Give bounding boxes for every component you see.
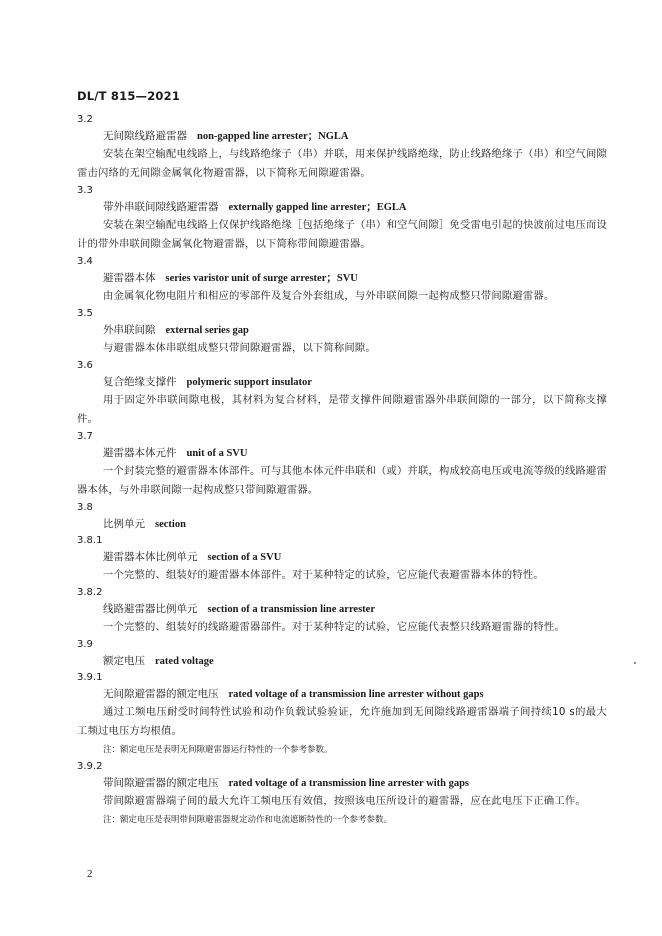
section-number: 3.8.1 (77, 535, 103, 546)
section-number: 3.3 (77, 185, 93, 196)
term-definition: 带间隙避雷器端子间的最大允许工频电压有效值，按照该电压所设计的避雷器，应在此电压下正确工作。 (103, 795, 586, 807)
term-en: section of a transmission line arrester (207, 604, 375, 615)
term-en: rated voltage (155, 656, 214, 667)
term-en: section (155, 519, 186, 530)
term-heading (77, 128, 607, 145)
term-heading (77, 322, 607, 339)
term-en: externally gapped line arrester；EGLA (228, 202, 407, 213)
term-zh: 无间隙避雷器的额定电压 (103, 688, 219, 700)
term-note: 注：额定电压是表明带间隙避雷器规定动作和电流遮断特性的一个参考参数。 (103, 815, 393, 825)
page-number: 2 (87, 868, 93, 880)
term-note: 注：额定电压是表明无间隙避雷器运行特性的一个参考参数。 (103, 745, 333, 755)
term-zh: 外串联间隙 (103, 324, 156, 336)
term-definition: 一个完整的、组装好的线路避雷器部件。对于某种特定的试验，它应能代表整只线路避雷器的特性。 (103, 621, 565, 633)
term-zh: 额定电压 (103, 655, 145, 667)
term-zh: 比例单元 (103, 518, 145, 530)
term-definition: 由金属氧化物电阻片和相应的零部件及复合外套组成，与外串联间隙一起构成整只带间隙避雷器。 (103, 290, 555, 302)
term-zh: 带外串联间隙线路避雷器 (103, 201, 219, 213)
term-heading (77, 686, 607, 703)
term-definition: 用于固定外串联间隙电极，其材料为复合材料，是带支撑件间隙避雷器外串联间隙的一部分，以下简称支撑件。 (77, 394, 607, 425)
section-number: 3.2 (77, 114, 93, 125)
term-zh: 避雷器本体元件 (103, 447, 177, 459)
term-en: rated voltage of a transmission line arrester without gaps (228, 689, 484, 700)
term-definition: 一个完整的、组装好的避雷器本体部件。对于某种特定的试验，它应能代表避雷器本体的特性。 (103, 569, 544, 581)
scan-speck (634, 662, 636, 664)
term-definition: 与避雷器本体串联组成整只带间隙避雷器，以下简称间隙。 (103, 342, 376, 354)
term-zh: 复合绝缘支撑件 (103, 376, 177, 388)
section-number: 3.8.2 (77, 587, 103, 598)
section-number: 3.5 (77, 308, 93, 319)
term-heading (77, 445, 607, 462)
term-en: section of a SVU (207, 552, 282, 563)
term-zh: 避雷器本体比例单元 (103, 551, 198, 563)
term-definition: 通过工频电压耐受时间特性试验和动作负载试验验证，允许施加到无间隙线路避雷器端子间持续10 s的最大工频过电压方均根值。 (77, 706, 607, 737)
term-en: external series gap (165, 325, 249, 336)
term-heading (77, 549, 607, 566)
section-number: 3.9.2 (77, 761, 103, 772)
term-en: series varistor unit of surge arrester；SVU (165, 273, 358, 284)
term-definition: 安装在架空输配电线路上仅保护线路绝缘［包括绝缘子（串）和空气间隙］免受雷电引起的快波前过电压而设计的带外串联间隙金属氧化物避雷器，以下简称带间隙避雷器。 (77, 219, 607, 250)
term-zh: 避雷器本体 (103, 272, 156, 284)
term-en: polymeric support insulator (186, 377, 312, 388)
section-number: 3.6 (77, 360, 93, 371)
term-heading (77, 775, 607, 792)
term-heading (77, 516, 607, 533)
term-definition: 安装在架空输配电线路上，与线路绝缘子（串）并联，用来保护线路绝缘，防止线路绝缘子（串）和空气间隙雷击闪络的无间隙金属氧化物避雷器，以下简称无间隙避雷器。 (77, 148, 607, 179)
section-number: 3.9 (77, 639, 93, 650)
term-zh: 无间隙线路避雷器 (103, 130, 187, 142)
section-number: 3.9.1 (77, 672, 103, 683)
term-heading (77, 653, 607, 670)
term-en: unit of a SVU (186, 448, 248, 459)
term-heading (77, 199, 607, 216)
term-zh: 带间隙避雷器的额定电压 (103, 777, 219, 789)
section-number: 3.4 (77, 256, 93, 267)
term-heading (77, 601, 607, 618)
section-number: 3.8 (77, 502, 93, 513)
document-body (77, 112, 607, 829)
term-definition: 一个封装完整的避雷器本体部件。可与其他本体元件串联和（或）并联，构成较高电压或电流等级的线路避雷器本体，与外串联间隙一起构成整只带间隙避雷器。 (77, 465, 607, 496)
term-en: non-gapped line arrester；NGLA (197, 131, 349, 142)
term-heading (77, 374, 607, 391)
section-number: 3.7 (77, 431, 93, 442)
term-zh: 线路避雷器比例单元 (103, 603, 198, 615)
term-heading (77, 270, 607, 287)
document-code: DL/T 815—2021 (77, 89, 181, 103)
term-en: rated voltage of a transmission line arrester with gaps (228, 778, 470, 789)
